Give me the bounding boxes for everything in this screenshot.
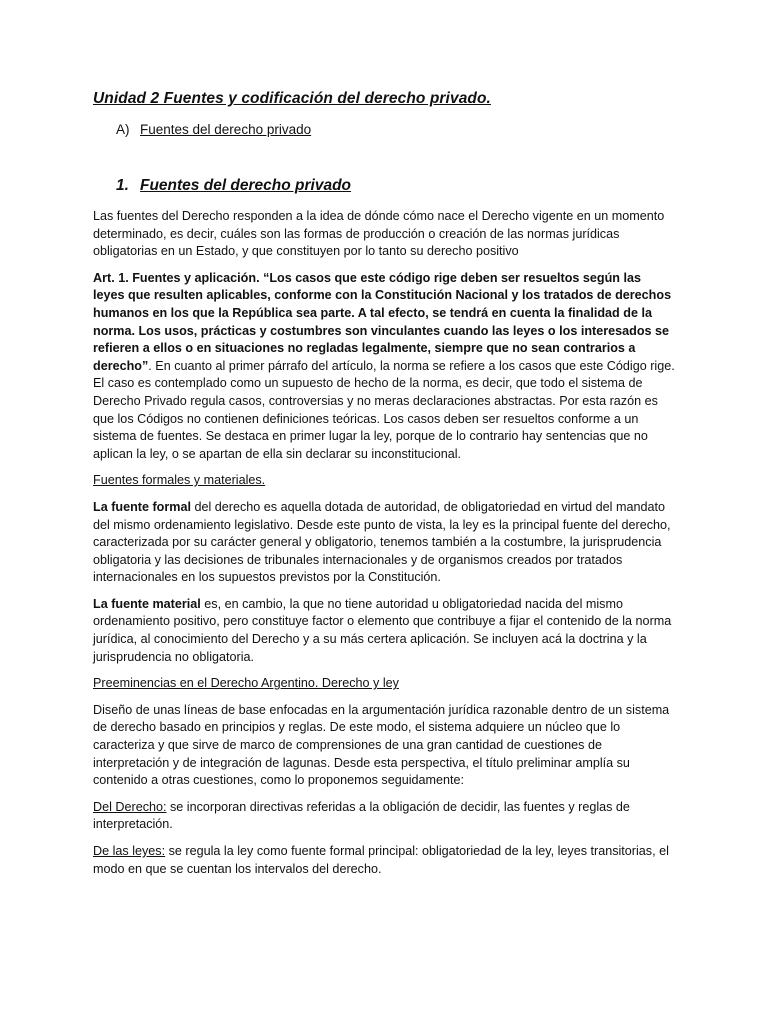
de-las-leyes-label: De las leyes: xyxy=(93,844,166,858)
formal-source-term: La fuente formal xyxy=(93,499,191,514)
outline-text: Fuentes del derecho privado xyxy=(140,122,312,137)
formal-source-text: del derecho es aquella dotada de autoridad, de obligatoriedad en virtud del mandato del mismo ordenamiento legislativo. Desde este punto de vista, la ley es la principal fuente del derecho, caracterizada por su carácter general y obligatorio, tenemos también a la costumbre, la jurisprudencia obligatoria y las decisiones de tribunales internacionales y de organismos creados por tratados internacionales en los supuestos previstos por la Constitución. xyxy=(93,499,671,585)
del-derecho-text: se incorporan directivas referidas a la obligación de decidir, las fuentes y reglas de interpretación. xyxy=(93,799,630,832)
article-paragraph xyxy=(93,270,675,464)
design-paragraph: Diseño de unas líneas de base enfocadas en la argumentación jurídica razonable dentro de un sistema de derecho basado en principios y reglas. De este modo, el sistema adquiere un núcleo que lo caracteriza y que sirve de marco de comprensiones de una gran cantidad de cuestiones de interpretación y de integración de lagunas. Desde esta perspectiva, el título preliminar amplía su contenido a otras cuestiones, como lo proponemos seguidamente: xyxy=(93,702,670,788)
outline-marker: A) xyxy=(116,122,130,137)
outline-item xyxy=(116,122,675,137)
article-quote: Art. 1. Fuentes y aplicación. “Los casos que este código rige deben ser resueltos según las leyes que resulten aplicables, conforme con la Constitución Nacional y los tratados de derechos humanos en los que la República sea parte. A tal efecto, se tendrá en cuenta la finalidad de la norma. Los usos, prácticas y costumbres son vinculantes cuando las leyes o los interesados se refieren a ellos o en situaciones no regladas legalmente, siempre que no sean contrarios a derecho” xyxy=(93,270,672,373)
subheading-formal-material: Fuentes formales y materiales. xyxy=(93,473,266,488)
section-number: 1. xyxy=(116,177,129,194)
section-title: Fuentes del derecho privado xyxy=(140,177,352,194)
de-las-leyes-text: se regula la ley como fuente formal principal: obligatoriedad de la ley, leyes transitorias, el modo en que se cuentan los intervalos del derecho. xyxy=(93,844,669,876)
del-derecho-paragraph xyxy=(93,799,675,834)
section-heading xyxy=(116,177,675,195)
material-source-term: La fuente material xyxy=(93,596,201,611)
del-derecho-label: Del Derecho: xyxy=(93,799,167,814)
document-title: Unidad 2 Fuentes y codificación del derecho privado. xyxy=(93,90,491,107)
subheading-preeminencias: Preeminencias en el Derecho Argentino. Derecho y ley xyxy=(93,676,399,691)
intro-paragraph: Las fuentes del Derecho responden a la idea de dónde cómo nace el Derecho vigente en un momento determinado, es decir, cuáles son las formas de producción o creación de las normas jurídicas obligatorias en un Estado, y que constituyen por lo tanto su derecho positivo xyxy=(93,209,665,259)
de-las-leyes-paragraph xyxy=(93,843,675,878)
article-commentary: . En cuanto al primer párrafo del artículo, la norma se refiere a los casos que este Código rige. El caso es contemplado como un supuesto de hecho de la norma, es decir, que todo el sistema de Derecho Privado regula casos, controversias y no meras declaraciones abstractas. Por esta razón es que los Códigos no contienen definiciones teóricas. Los casos deben ser resueltos conforme a un sistema de fuentes. Se destaca en primer lugar la ley, porque de lo contrario hay sentencias que no aplican la ley, o se apartan de ella sin declarar su inconstitucional. xyxy=(93,358,675,461)
material-source-paragraph xyxy=(93,596,675,666)
formal-source-paragraph xyxy=(93,499,675,587)
material-source-text: es, en cambio, la que no tiene autoridad u obligatoriedad nacida del mismo ordenamiento positivo, pero constituye factor o elemento que contribuye a fijar el contenido de la norma jurídica, al conocimiento del Derecho y a su más certera aplicación. Se incluyen acá la doctrina y la jurisprudencia no obligatoria. xyxy=(93,596,672,664)
